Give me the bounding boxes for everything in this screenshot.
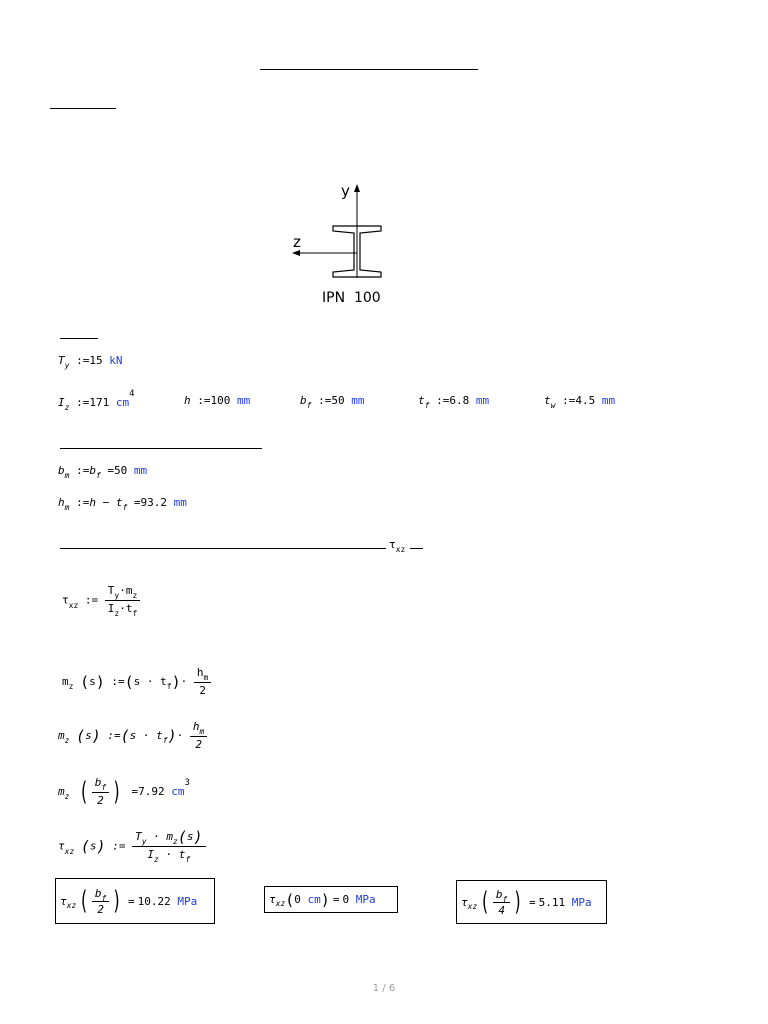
- tau-formula: $\tau_{xz}$ := $\frac{T_y\cdot m_z}{I_z\cdot t_f}$: [62, 584, 140, 617]
- ty-definition: $T_y$ :=15 kN: [58, 354, 123, 370]
- result-box-zero: τ xz ( 0 cm ) = 0 MPa: [264, 886, 398, 913]
- tau-formula-fraction: $\frac{T_y\cdot m_z}{I_z\cdot t_f}$: [105, 584, 141, 617]
- y-axis-arrow-icon: [354, 184, 360, 192]
- ipn-profile-diagram: [280, 178, 410, 308]
- tau-s-definition: $\tau_{xz}$ (s) := $\frac{T_y \cdot m_z(s)}{I_z \cdot t_f}$: [58, 830, 206, 863]
- mz-evaluation: $m_z$ ( $\frac{b_f}{2}$ ) =7.92 $cm^3$: [58, 776, 190, 807]
- axis-z-label: z: [293, 233, 301, 251]
- shear-heading-underline-right: [410, 548, 423, 549]
- h-definition: h :=100 mm: [184, 394, 251, 407]
- shear-heading-underline-left: [60, 548, 386, 549]
- midline-heading-underline: [60, 448, 262, 449]
- result-box-bf-over-2: τ xz ( $\frac{b_f}{2}$ ) = 10.22 MPa: [55, 878, 215, 924]
- hm-definition: $h_m$ :=h − $t_f =93.2$ mm: [58, 496, 187, 512]
- bf-definition: $b_f$ :=50 mm: [300, 394, 365, 410]
- bm-definition: $b_m$ $:=b_f =50$ mm: [58, 464, 148, 480]
- mz-definition-1: $m_z$ (s) :=(s · $t_f)\cdot$ $\frac{h_m}{2}$: [62, 666, 211, 698]
- tw-definition: $t_w$ :=4.5 mm: [544, 394, 616, 410]
- tf-definition: $t_f$ :=6.8 mm: [418, 394, 490, 410]
- profile-label: IPN 100: [322, 290, 381, 306]
- axis-y-label: y: [341, 182, 350, 200]
- mz-definition-2: $m_z$ (s) :=(s · $t_f)\cdot$ $\frac{h_m}{2}$: [58, 720, 207, 752]
- page-indicator: 1 / 6: [372, 983, 396, 994]
- data-heading-underline: [60, 338, 98, 339]
- shear-heading-symbol: $\tau_{xz}$: [389, 538, 406, 554]
- section-underline: [50, 108, 116, 109]
- title-underline: [260, 69, 478, 70]
- result-box-bf-over-4: τ xz ( $\frac{b_f}{4}$ ) = 5.11 MPa: [456, 880, 607, 924]
- iz-definition: $I_z$ :=171 $cm^4$: [58, 389, 135, 412]
